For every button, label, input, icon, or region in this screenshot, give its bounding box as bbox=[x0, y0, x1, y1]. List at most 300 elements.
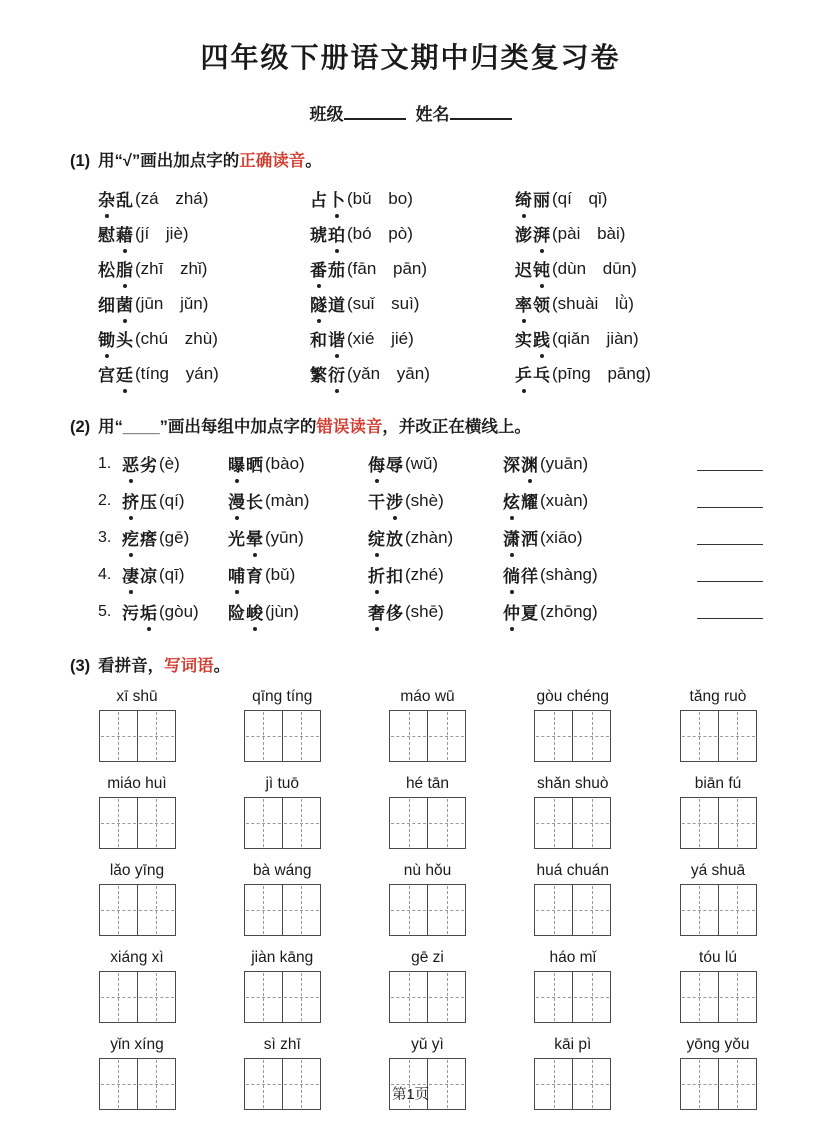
pinyin-options: (bǔ) bbox=[265, 564, 296, 584]
section3-heading bbox=[70, 652, 763, 676]
writing-cell bbox=[535, 798, 573, 848]
pinyin-label: bà wáng bbox=[252, 862, 312, 879]
writing-grid bbox=[389, 797, 466, 849]
writing-cell bbox=[428, 972, 465, 1022]
pinyin-word-group bbox=[98, 862, 176, 936]
pinyin-options: (jùn) bbox=[265, 601, 300, 621]
row-number: 5. bbox=[98, 602, 112, 620]
dotted-char: 菌 bbox=[116, 291, 134, 316]
word-item bbox=[515, 356, 763, 391]
pinyin-options: (tíng yán) bbox=[135, 363, 219, 383]
word-item bbox=[98, 321, 310, 356]
word-text bbox=[503, 525, 539, 550]
writing-cell bbox=[283, 711, 320, 761]
word-item bbox=[310, 216, 515, 251]
word-item bbox=[368, 557, 503, 592]
char: 迟 bbox=[515, 261, 533, 280]
word-item bbox=[515, 321, 763, 356]
dotted-char: 衍 bbox=[328, 361, 346, 386]
writing-grid bbox=[244, 971, 321, 1023]
char: 实 bbox=[515, 331, 533, 350]
pinyin-label: lǎo yīng bbox=[109, 862, 165, 879]
word-text bbox=[122, 451, 158, 476]
dotted-char: 曝 bbox=[228, 451, 246, 476]
pinyin-row bbox=[98, 862, 757, 936]
writing-cell bbox=[535, 885, 573, 935]
writing-cell bbox=[428, 885, 465, 935]
word-text bbox=[310, 326, 346, 351]
pinyin-options: (jūn jǔn) bbox=[135, 293, 209, 313]
pinyin-options: (màn) bbox=[265, 490, 310, 510]
pinyin-options: (chú zhù) bbox=[135, 328, 218, 348]
section2-row bbox=[98, 482, 763, 519]
pinyin-options: (dùn dūn) bbox=[552, 258, 637, 278]
pinyin-label: gòu chéng bbox=[536, 688, 609, 705]
pinyin-label: kāi pì bbox=[554, 1036, 592, 1053]
word-item bbox=[310, 181, 515, 216]
char: 头 bbox=[116, 331, 134, 350]
writing-cell bbox=[138, 798, 175, 848]
pinyin-label: jì tuō bbox=[265, 775, 300, 792]
word-item bbox=[122, 446, 228, 481]
pinyin-options: (xié jié) bbox=[347, 328, 414, 348]
answer-blank bbox=[697, 604, 763, 619]
pinyin-options: (qī) bbox=[159, 564, 185, 584]
word-text bbox=[228, 599, 264, 624]
dotted-char: 率 bbox=[515, 291, 533, 316]
row-number: 2. bbox=[98, 491, 112, 509]
pinyin-word-group bbox=[389, 688, 467, 762]
pinyin-options: (bó pò) bbox=[347, 223, 413, 243]
pinyin-options: (shè) bbox=[405, 490, 444, 510]
dotted-char: 哺 bbox=[228, 562, 246, 587]
writing-cell bbox=[100, 798, 138, 848]
word-text bbox=[368, 599, 404, 624]
char: 扣 bbox=[386, 567, 404, 586]
char: 瘩 bbox=[140, 530, 158, 549]
dotted-char: 绽 bbox=[368, 525, 386, 550]
char: 茄 bbox=[328, 261, 346, 280]
writing-grid bbox=[244, 710, 321, 762]
writing-grid bbox=[99, 884, 176, 936]
pinyin-word-group bbox=[98, 949, 176, 1023]
word-item bbox=[368, 520, 503, 555]
section2-row bbox=[98, 445, 763, 482]
char: 徉 bbox=[521, 567, 539, 586]
writing-cell bbox=[535, 711, 573, 761]
word-item bbox=[228, 594, 368, 629]
word-item bbox=[228, 520, 368, 555]
writing-cell bbox=[138, 972, 175, 1022]
word-text bbox=[98, 291, 134, 316]
word-text bbox=[515, 256, 551, 281]
pinyin-options: (wǔ) bbox=[405, 453, 439, 473]
char: 夏 bbox=[521, 604, 539, 623]
word-item bbox=[310, 321, 515, 356]
section2-row-list bbox=[98, 445, 763, 630]
word-item bbox=[503, 594, 655, 629]
worksheet-content bbox=[70, 147, 763, 1110]
row-number: 1. bbox=[98, 454, 112, 472]
pinyin-word-group bbox=[389, 862, 467, 936]
pinyin-options: (yuān) bbox=[540, 453, 589, 473]
dotted-char: 潇 bbox=[503, 525, 521, 550]
pinyin-word-group bbox=[679, 949, 757, 1023]
dotted-char: 锄 bbox=[98, 326, 116, 351]
dotted-char: 徜 bbox=[503, 562, 521, 587]
pinyin-options: (fān pān) bbox=[347, 258, 428, 278]
word-item bbox=[98, 251, 310, 286]
char: 琥 bbox=[310, 226, 328, 245]
pinyin-label: yá shuā bbox=[690, 862, 746, 879]
answer-blank bbox=[697, 493, 763, 508]
pinyin-label: yǔ yì bbox=[411, 1036, 444, 1053]
pinyin-label: xiáng xì bbox=[110, 949, 164, 966]
word-item bbox=[503, 557, 655, 592]
pinyin-options: (bào) bbox=[265, 453, 305, 473]
char: 辱 bbox=[386, 456, 404, 475]
pinyin-row bbox=[98, 949, 757, 1023]
char: 险 bbox=[228, 604, 246, 623]
answer-blank bbox=[697, 567, 763, 582]
pinyin-options: (qí) bbox=[159, 490, 185, 510]
char: 细 bbox=[98, 296, 116, 315]
writing-grid bbox=[244, 884, 321, 936]
writing-grid bbox=[99, 797, 176, 849]
dotted-char: 湃 bbox=[533, 221, 551, 246]
dotted-char: 恶 bbox=[122, 451, 140, 476]
pinyin-word-group bbox=[243, 688, 321, 762]
word-text bbox=[122, 488, 158, 513]
dotted-char: 脂 bbox=[116, 256, 134, 281]
pinyin-label: qīng tíng bbox=[252, 688, 313, 705]
section2-row bbox=[98, 593, 763, 630]
char: 长 bbox=[246, 493, 264, 512]
section2-heading bbox=[70, 413, 763, 437]
char: 耀 bbox=[521, 493, 539, 512]
dotted-char: 番 bbox=[310, 256, 328, 281]
char: 晒 bbox=[246, 456, 264, 475]
writing-grid bbox=[534, 710, 611, 762]
pinyin-options: (bǔ bo) bbox=[347, 188, 413, 208]
word-item bbox=[122, 594, 228, 629]
dotted-char: 绮 bbox=[515, 186, 533, 211]
char: 洒 bbox=[521, 530, 539, 549]
char: 道 bbox=[328, 296, 346, 315]
writing-cell bbox=[283, 798, 320, 848]
answer-blank bbox=[697, 456, 763, 471]
pinyin-label: háo mǐ bbox=[549, 949, 597, 966]
char: 凉 bbox=[140, 567, 158, 586]
pinyin-word-group bbox=[98, 775, 176, 849]
word-item bbox=[368, 594, 503, 629]
pinyin-label: tóu lú bbox=[699, 949, 737, 966]
char: 乱 bbox=[116, 191, 134, 210]
word-text bbox=[228, 562, 264, 587]
writing-cell bbox=[719, 972, 756, 1022]
char: 放 bbox=[386, 530, 404, 549]
word-item bbox=[122, 520, 228, 555]
word-item bbox=[122, 557, 228, 592]
writing-cell bbox=[719, 711, 756, 761]
pinyin-word-group bbox=[243, 775, 321, 849]
dotted-char: 谐 bbox=[328, 326, 346, 351]
writing-grid bbox=[534, 797, 611, 849]
writing-cell bbox=[283, 972, 320, 1022]
dotted-char: 疙 bbox=[122, 525, 140, 550]
pinyin-label: biān fú bbox=[694, 775, 742, 792]
pinyin-word-group bbox=[679, 688, 757, 762]
pinyin-word-group bbox=[534, 775, 612, 849]
word-text bbox=[515, 326, 551, 351]
writing-cell bbox=[245, 798, 283, 848]
pinyin-options: (shē) bbox=[405, 601, 444, 621]
writing-cell bbox=[428, 798, 465, 848]
writing-cell bbox=[100, 711, 138, 761]
word-text bbox=[98, 186, 134, 211]
writing-grid bbox=[680, 971, 757, 1023]
word-text bbox=[310, 256, 346, 281]
pinyin-options: (qiǎn jiàn) bbox=[552, 328, 639, 348]
char: 乓 bbox=[533, 366, 551, 385]
writing-cell bbox=[681, 711, 719, 761]
writing-cell bbox=[681, 885, 719, 935]
writing-cell bbox=[390, 885, 428, 935]
row-number: 3. bbox=[98, 528, 112, 546]
word-item bbox=[98, 216, 310, 251]
writing-cell bbox=[100, 972, 138, 1022]
section2-heading-text: 用“____”画出每组中加点字的 bbox=[98, 418, 317, 436]
word-item bbox=[228, 557, 368, 592]
section1-heading-highlight: 正确读音 bbox=[239, 152, 306, 170]
word-text bbox=[98, 361, 134, 386]
word-item bbox=[515, 181, 763, 216]
word-item bbox=[310, 356, 515, 391]
char: 光 bbox=[228, 530, 246, 549]
word-item bbox=[98, 286, 310, 321]
writing-cell bbox=[573, 885, 610, 935]
dotted-char: 廷 bbox=[116, 361, 134, 386]
dotted-char: 渊 bbox=[521, 451, 539, 476]
pinyin-options: (zá zhá) bbox=[135, 188, 209, 208]
writing-cell bbox=[100, 885, 138, 935]
pinyin-label: gē zi bbox=[411, 949, 444, 966]
word-text bbox=[515, 186, 551, 211]
section3-heading-highlight: 写词语 bbox=[164, 657, 214, 675]
word-text bbox=[122, 525, 158, 550]
writing-cell bbox=[681, 972, 719, 1022]
pinyin-word-group bbox=[243, 862, 321, 936]
char: 压 bbox=[140, 493, 158, 512]
word-text bbox=[122, 599, 158, 624]
writing-grid bbox=[534, 884, 611, 936]
section2-heading-suffix: ，并改正在横线上。 bbox=[382, 418, 531, 436]
writing-cell bbox=[138, 885, 175, 935]
word-text bbox=[503, 562, 539, 587]
pinyin-label: tǎng ruò bbox=[689, 688, 747, 705]
word-item bbox=[310, 286, 515, 321]
char: 丽 bbox=[533, 191, 551, 210]
writing-cell bbox=[573, 798, 610, 848]
pinyin-word-group bbox=[534, 862, 612, 936]
dotted-char: 奢 bbox=[368, 599, 386, 624]
pinyin-label: máo wū bbox=[400, 688, 455, 705]
word-text bbox=[368, 525, 404, 550]
dotted-char: 炫 bbox=[503, 488, 521, 513]
writing-grid bbox=[99, 710, 176, 762]
pinyin-label: shǎn shuò bbox=[536, 775, 609, 792]
word-item bbox=[122, 483, 228, 518]
pinyin-label: sì zhī bbox=[263, 1036, 301, 1053]
writing-grid bbox=[99, 971, 176, 1023]
word-item bbox=[515, 286, 763, 321]
word-item bbox=[310, 251, 515, 286]
dotted-char: 仲 bbox=[503, 599, 521, 624]
section1-heading-text: 用“√”画出加点字的 bbox=[98, 152, 240, 170]
word-text bbox=[310, 361, 346, 386]
pinyin-options: (pīng pāng) bbox=[552, 363, 651, 383]
writing-cell bbox=[719, 885, 756, 935]
answer-blank bbox=[697, 530, 763, 545]
writing-cell bbox=[283, 885, 320, 935]
pinyin-label: hé tān bbox=[405, 775, 450, 792]
writing-grid bbox=[534, 971, 611, 1023]
dotted-char: 隧 bbox=[310, 291, 328, 316]
pinyin-options: (yūn) bbox=[265, 527, 304, 547]
section3-grid-rows bbox=[98, 688, 757, 1110]
writing-grid bbox=[680, 884, 757, 936]
word-text bbox=[228, 451, 264, 476]
pinyin-options: (zhàn) bbox=[405, 527, 454, 547]
dotted-char: 凄 bbox=[122, 562, 140, 587]
word-text bbox=[98, 221, 134, 246]
pinyin-word-group bbox=[534, 688, 612, 762]
dotted-char: 侮 bbox=[368, 451, 386, 476]
pinyin-label: jiàn kāng bbox=[251, 949, 314, 966]
section1-heading bbox=[70, 147, 763, 171]
word-text bbox=[228, 488, 264, 513]
pinyin-row bbox=[98, 775, 757, 849]
char: 慰 bbox=[98, 226, 116, 245]
word-text bbox=[368, 562, 404, 587]
word-text bbox=[122, 562, 158, 587]
word-item bbox=[368, 446, 503, 481]
class-name-line bbox=[0, 100, 821, 125]
word-text bbox=[310, 291, 346, 316]
pinyin-options: (xiāo) bbox=[540, 527, 583, 547]
pinyin-options: (zhōng) bbox=[540, 601, 598, 621]
pinyin-options: (zhé) bbox=[405, 564, 444, 584]
pinyin-label: yǐn xíng bbox=[110, 1036, 164, 1053]
word-text bbox=[503, 599, 539, 624]
writing-grid bbox=[389, 710, 466, 762]
dotted-char: 涉 bbox=[386, 488, 404, 513]
char: 污 bbox=[122, 604, 140, 623]
word-text bbox=[228, 525, 264, 550]
pinyin-word-group bbox=[389, 775, 467, 849]
pinyin-options: (gē) bbox=[159, 527, 190, 547]
word-text bbox=[515, 291, 551, 316]
writing-cell bbox=[573, 711, 610, 761]
section1-number: (1) bbox=[70, 152, 91, 170]
word-item bbox=[98, 181, 310, 216]
word-item bbox=[98, 356, 310, 391]
row-number: 4. bbox=[98, 565, 112, 583]
dotted-char: 杂 bbox=[98, 186, 116, 211]
pinyin-label: xī shū bbox=[116, 688, 158, 705]
writing-cell bbox=[245, 885, 283, 935]
pinyin-options: (shàng) bbox=[540, 564, 598, 584]
char: 育 bbox=[246, 567, 264, 586]
pinyin-word-group bbox=[98, 688, 176, 762]
writing-cell bbox=[719, 798, 756, 848]
word-item bbox=[503, 520, 655, 555]
word-item bbox=[503, 483, 655, 518]
word-item bbox=[503, 446, 655, 481]
section2-number: (2) bbox=[70, 418, 91, 436]
char: 领 bbox=[533, 296, 551, 315]
char: 宫 bbox=[98, 366, 116, 385]
dotted-char: 垢 bbox=[140, 599, 158, 624]
pinyin-options: (pài bài) bbox=[552, 223, 626, 243]
dotted-char: 藉 bbox=[116, 221, 134, 246]
section2-heading-highlight: 错误读音 bbox=[316, 418, 383, 436]
section1-word-list bbox=[98, 181, 763, 391]
word-text bbox=[368, 488, 404, 513]
writing-cell bbox=[428, 711, 465, 761]
writing-cell bbox=[138, 711, 175, 761]
pinyin-word-group bbox=[534, 949, 612, 1023]
char: 松 bbox=[98, 261, 116, 280]
word-text bbox=[515, 361, 551, 386]
writing-grid bbox=[389, 971, 466, 1023]
writing-cell bbox=[245, 711, 283, 761]
word-text bbox=[503, 451, 539, 476]
dotted-char: 折 bbox=[368, 562, 386, 587]
word-text bbox=[503, 488, 539, 513]
writing-cell bbox=[390, 711, 428, 761]
pinyin-options: (xuàn) bbox=[540, 490, 589, 510]
char: 劣 bbox=[140, 456, 158, 475]
writing-cell bbox=[681, 798, 719, 848]
section2-row bbox=[98, 519, 763, 556]
word-text bbox=[98, 256, 134, 281]
pinyin-options: (suǐ suì) bbox=[347, 293, 420, 313]
writing-cell bbox=[390, 798, 428, 848]
writing-cell bbox=[390, 972, 428, 1022]
dotted-char: 乒 bbox=[515, 361, 533, 386]
pinyin-word-group bbox=[389, 949, 467, 1023]
char: 占 bbox=[310, 191, 328, 210]
name-blank bbox=[450, 104, 512, 120]
word-item bbox=[228, 483, 368, 518]
dotted-char: 卜 bbox=[328, 186, 346, 211]
dotted-char: 晕 bbox=[246, 525, 264, 550]
pinyin-word-group bbox=[679, 775, 757, 849]
writing-cell bbox=[573, 972, 610, 1022]
dotted-char: 钝 bbox=[533, 256, 551, 281]
section3-heading-text: 看拼音， bbox=[98, 657, 165, 675]
pinyin-word-group bbox=[679, 862, 757, 936]
class-label: 班级 bbox=[309, 105, 344, 124]
pinyin-options: (gòu) bbox=[159, 601, 199, 621]
writing-grid bbox=[680, 797, 757, 849]
char: 干 bbox=[368, 493, 386, 512]
name-label: 姓名 bbox=[415, 105, 450, 124]
char: 侈 bbox=[386, 604, 404, 623]
word-text bbox=[98, 326, 134, 351]
section1-heading-suffix: 。 bbox=[305, 152, 322, 170]
